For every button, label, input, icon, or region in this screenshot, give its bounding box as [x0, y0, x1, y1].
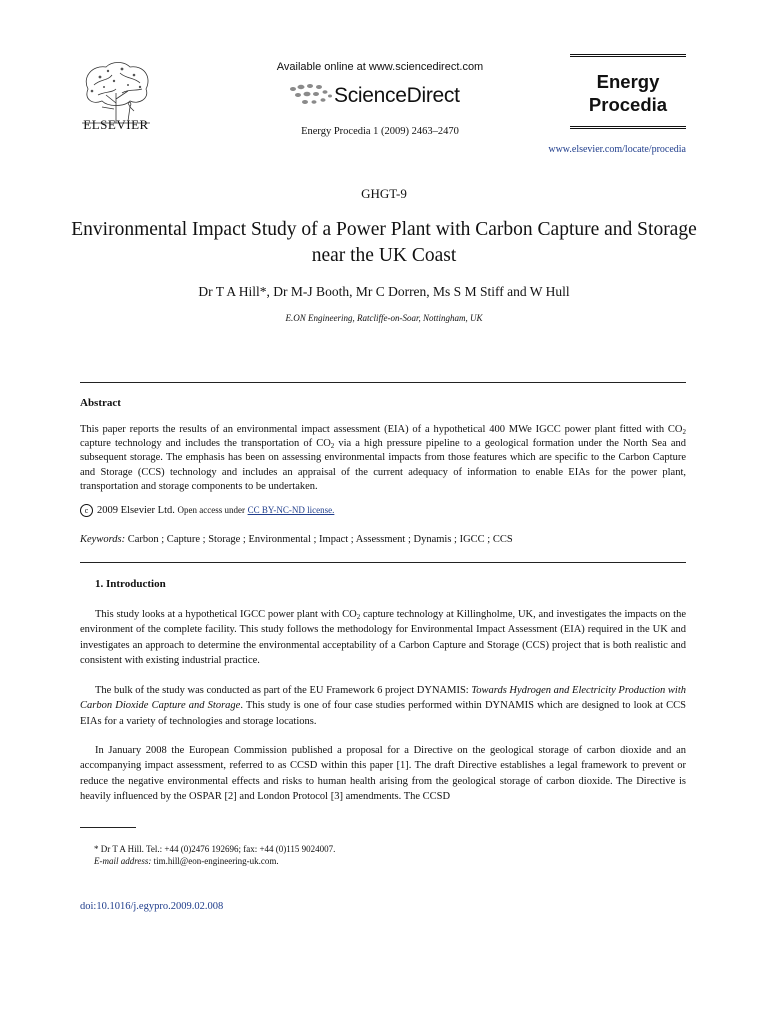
- journal-title-line1: Energy: [596, 71, 660, 92]
- journal-url-link[interactable]: www.elsevier.com/locate/procedia: [548, 144, 686, 155]
- intro-paragraph-2: [80, 683, 686, 729]
- affiliation: E.ON Engineering, Ratcliffe-on-Soar, Nottingham, UK: [285, 313, 483, 323]
- footnote-contact: * Dr T A Hill. Tel.: +44 (0)2476 192696; fax: +44 (0)115 9024007.: [94, 844, 336, 854]
- abstract-top-rule: [80, 382, 686, 383]
- journal-box-top-rule: [570, 54, 686, 57]
- intro-p2-project-title: Towards Hydrogen and Electricity Production with Carbon Dioxide Capture and Storage: [80, 685, 686, 712]
- journal-title-line2: Procedia: [588, 94, 668, 115]
- intro-p1-text-1: This study looks at a hypothetical IGCC power plant with CO: [95, 609, 357, 620]
- publisher-name: ELSEVIER: [83, 117, 149, 132]
- available-online-text: Available online at www.sciencedirect.com: [276, 61, 484, 73]
- intro-paragraph-3: [80, 743, 686, 804]
- section-heading-introduction: 1. Introduction: [95, 578, 166, 590]
- copyright-text: 2009 Elsevier Ltd.: [97, 505, 175, 516]
- conference-label: GHGT-9: [361, 186, 407, 201]
- keywords-label: Keywords:: [80, 534, 126, 545]
- footnote-rule: [80, 827, 136, 828]
- license-link[interactable]: CC BY-NC-ND license.: [247, 505, 335, 515]
- intro-p1-text-2: capture technology at Killingholme, UK, and investigates the impacts on the environment of the complete facility. This study follows the methodology for Environmental Impact Assessment (EIA) required in the UK and investigates an approach to determine the environmental acceptability of a Carbon Capture and Storage (CCS) project that is both realistic and consistent with existing industrial practice.: [80, 609, 687, 666]
- intro-paragraph-1: [80, 607, 686, 668]
- author-list: Dr T A Hill*, Dr M-J Booth, Mr C Dorren, Ms S M Stiff and W Hull: [198, 284, 570, 299]
- abstract-body: [80, 423, 686, 494]
- keywords-text: Carbon ; Capture ; Storage ; Environmental ; Impact ; Assessment ; Dynamis ; IGCC ; CCS: [127, 534, 513, 545]
- doi-link[interactable]: doi:10.1016/j.egypro.2009.02.008: [80, 901, 224, 912]
- open-access-text: Open access under: [177, 505, 245, 515]
- sciencedirect-dots-icon: [289, 82, 333, 106]
- abstract-bottom-rule: [80, 562, 686, 563]
- subscript-2: 2: [330, 442, 335, 451]
- footnote-email-line: [94, 855, 279, 867]
- abstract-text-1: This paper reports the results of an environmental impact assessment (EIA) of a hypothetical 400 MWe IGCC power plant fitted with CO: [80, 424, 683, 435]
- intro-p2-text-2: . This study is one of four case studies performed within DYNAMIS which are designed to look at CCS EIAs for a variety of technologies and storage locations.: [80, 700, 686, 727]
- intro-p2-text-1: The bulk of the study was conducted as part of the EU Framework 6 project DYNAMIS:: [95, 685, 472, 696]
- paper-title: Environmental Impact Study of a Power Plant with Carbon Capture and Storage near the UK Coast: [71, 219, 697, 266]
- journal-title: [570, 70, 686, 116]
- journal-box-bottom-rule: [570, 126, 686, 129]
- subscript-2: 2: [356, 613, 361, 621]
- abstract-heading: Abstract: [80, 397, 121, 409]
- copyright-icon: c: [80, 504, 93, 517]
- abstract-text-2: capture technology and includes the transportation of CO: [80, 438, 331, 450]
- email-address[interactable]: tim.hill@eon-engineering-uk.com.: [153, 856, 279, 866]
- sciencedirect-logo-text: ScienceDirect: [334, 84, 460, 107]
- journal-reference: Energy Procedia 1 (2009) 2463–2470: [301, 126, 459, 137]
- intro-p3-text: In January 2008 the European Commission published a proposal for a Directive on the geological storage of carbon dioxide and an accompanying impact assessment, referred to as CCSD within this paper [1]. The draft Directive establishes a legal framework to prevent or reduce the negative environmental effects and risks to human health arising from the geological storage of carbon dioxide. The Directive is heavily influenced by the OSPAR [2] and London Protocol [3] amendments. The CCSD: [80, 745, 686, 802]
- keywords-line: [80, 534, 513, 545]
- email-label: E-mail address:: [94, 856, 152, 866]
- abstract-text-3: via a high pressure pipeline to a geological formation under the North Sea and subsequent storage. The emphasis has been on assessing environmental impacts from those features which are specific to the Carbon Capture and Storage (CCS) technology and includes an appraisal of the current adequacy of information to enable EIAs for the power plant, transportation and storage components to be undertaken.: [80, 438, 686, 492]
- subscript-2: 2: [682, 428, 686, 436]
- copyright-line: [80, 504, 334, 517]
